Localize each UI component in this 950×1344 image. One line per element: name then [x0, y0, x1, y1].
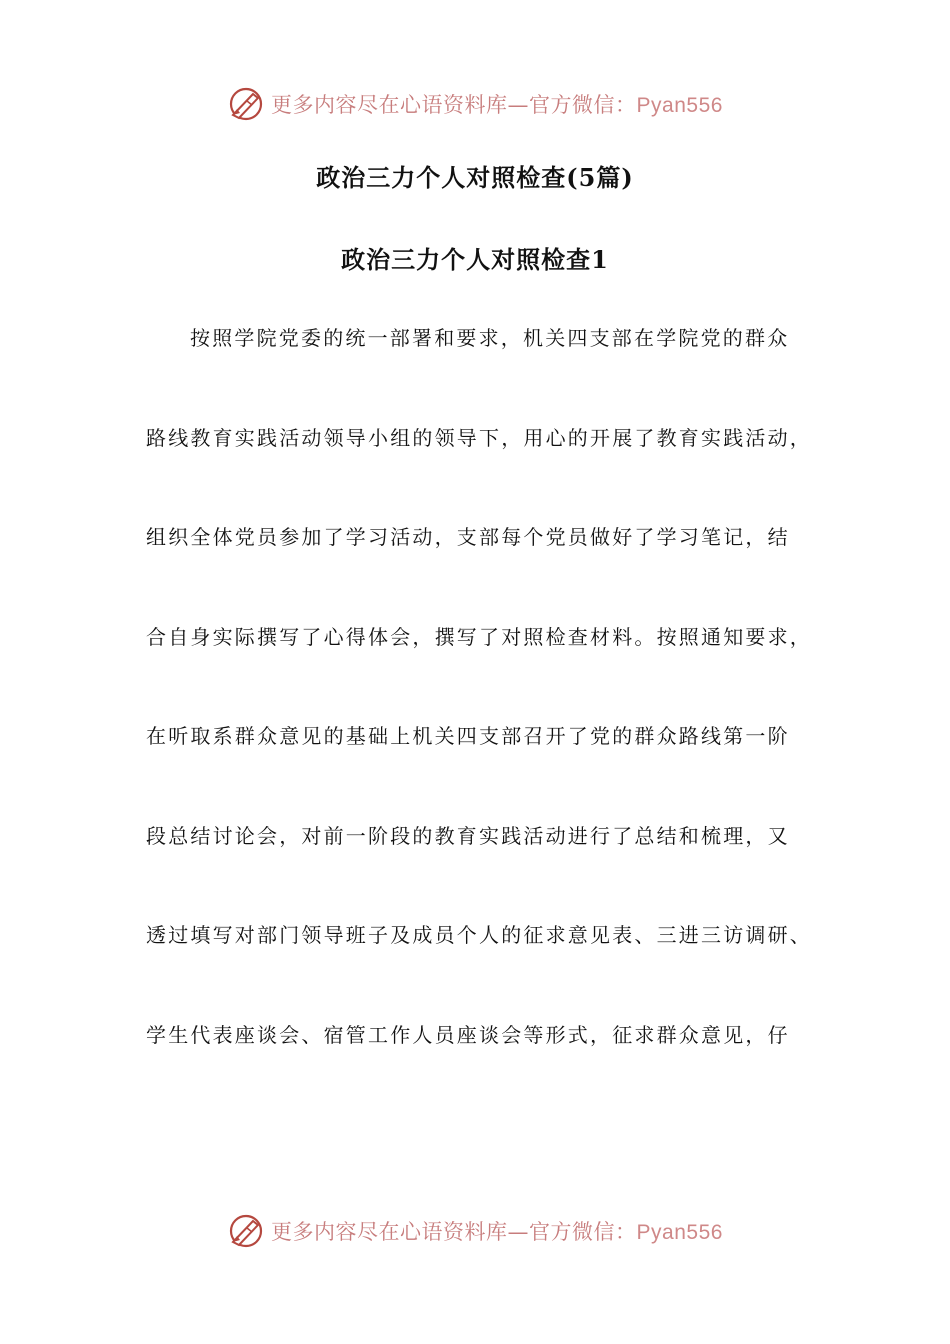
- document-title: 政治三力个人对照检查(5篇): [316, 163, 634, 192]
- footer-banner: [0, 1211, 950, 1251]
- pen-nib-logo-icon: [227, 1212, 265, 1250]
- paragraph-line: 段总结讨论会，对前一阶段的教育实践活动进行了总结和梳理，又: [146, 824, 790, 848]
- paragraph-line: 路线教育实践活动领导小组的领导下，用心的开展了教育实践活动，: [146, 426, 812, 450]
- pen-nib-logo-icon: [227, 85, 265, 123]
- wechat-id: Pyan556: [636, 94, 723, 117]
- banner-text: 更多内容尽在心语资料库—官方微信：Pyan556: [271, 1220, 723, 1244]
- wechat-id: Pyan556: [636, 1221, 723, 1244]
- paragraph-line: 透过填写对部门领导班子及成员个人的征求意见表、三进三访调研、: [146, 923, 812, 947]
- paragraph-line: 按照学院党委的统一部署和要求，机关四支部在学院党的群众: [190, 326, 790, 350]
- section-title: 政治三力个人对照检查1: [341, 245, 609, 274]
- paragraph-line: 在听取系群众意见的基础上机关四支部召开了党的群众路线第一阶: [146, 724, 790, 748]
- paragraph-line: 学生代表座谈会、宿管工作人员座谈会等形式，征求群众意见，仔: [146, 1023, 790, 1047]
- banner-text: 更多内容尽在心语资料库—官方微信：Pyan556: [271, 93, 723, 117]
- paragraph-line: 合自身实际撰写了心得体会，撰写了对照检查材料。按照通知要求，: [146, 625, 812, 649]
- header-banner: [0, 84, 950, 124]
- paragraph-line: 组织全体党员参加了学习活动，支部每个党员做好了学习笔记，结: [146, 525, 790, 549]
